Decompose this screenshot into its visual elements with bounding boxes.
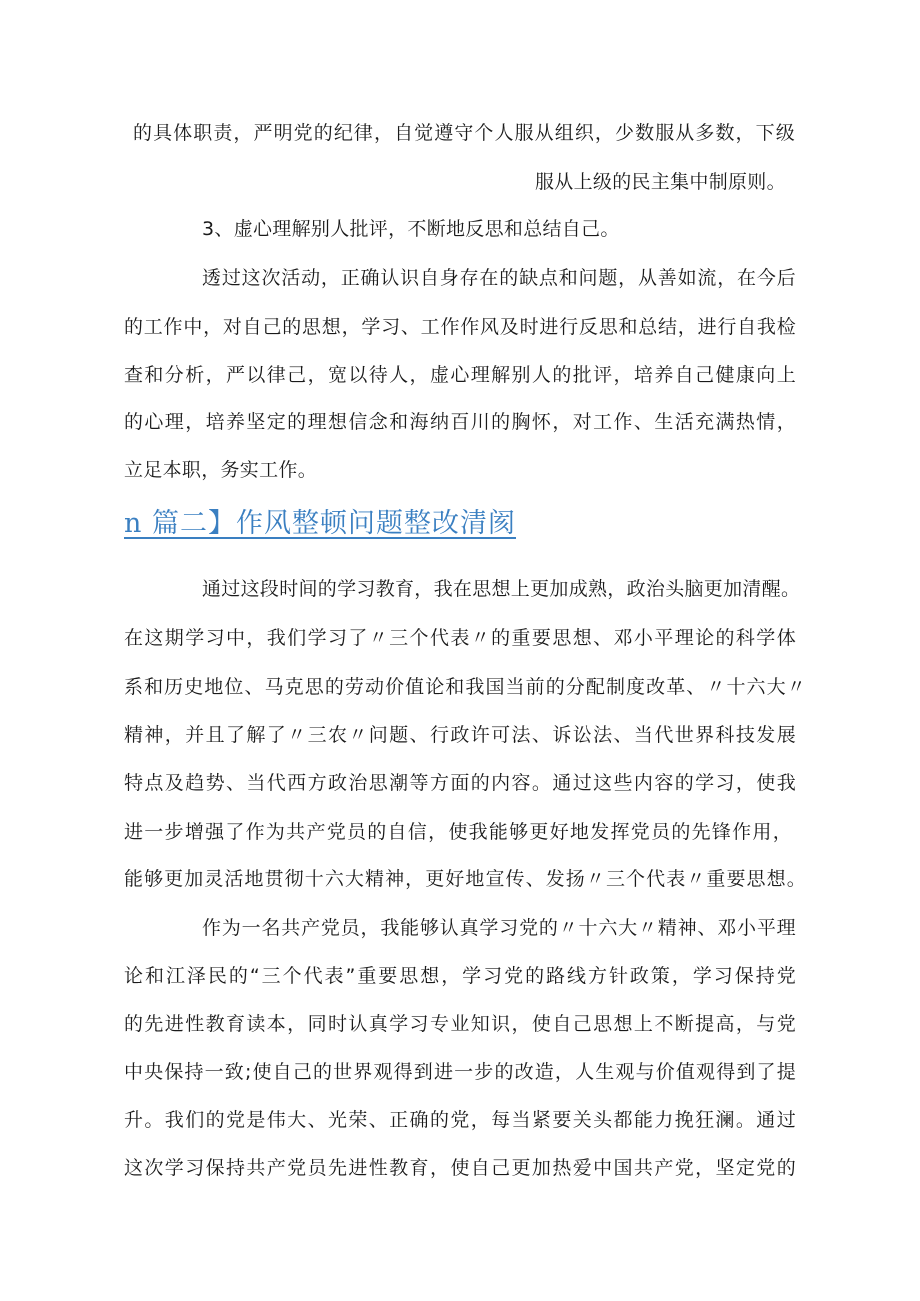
paragraph-line: 的先进性教育读本，同时认真学习专业知识，使自己思想上不断提高，与党 [124,1013,796,1035]
paragraph-line: 通过这段时间的学习教育，我在思想上更加成熟，政治头脑更加清醒。 [202,578,801,600]
paragraph-line: 透过这次活动，正确认识自身存在的缺点和问题，从善如流，在今后 [202,267,796,289]
paragraph-line: 这次学习保持共产党员先进性教育，使自己更加热爱中国共产党，坚定党的 [124,1157,796,1179]
paragraph-line: 服从上级的民主集中制原则。 [535,171,786,193]
paragraph-line: 作为一名共产党员，我能够认真学习党的〃十六大〃精神、邓小平理 [202,917,796,939]
paragraph-line: 精神，并且了解了〃三农〃问题、行政许可法、诉讼法、当代世界科技发展 [124,724,796,746]
section-heading[interactable] [124,505,516,543]
paragraph-line: 特点及趋势、当代西方政治思潮等方面的内容。通过这些内容的学习，使我 [124,772,796,794]
paragraph-line: 查和分析，严以律己，宽以待人，虚心理解别人的批评，培养自己健康向上 [124,364,796,386]
paragraph-line: 中央保持一致;使自己的世界观得到进一步的改造，人生观与价值观得到了提 [124,1061,796,1083]
paragraph-line: 立足本职，务实工作。 [124,459,318,481]
list-item-3: 3、虚心理解别人批评，不断地反思和总结自己。 [202,218,620,240]
paragraph-line: 升。我们的党是伟大、光荣、正确的党，每当紧要关头都能力挽狂澜。通过 [124,1109,796,1131]
paragraph-line: 进一步增强了作为共产党员的自信，使我能够更好地发挥党员的先锋作用， [124,821,792,843]
paragraph-line: 的具体职责，严明党的纪律，自觉遵守个人服从组织，少数服从多数，下级 [133,122,795,144]
paragraph-line: 系和历史地位、马克思的劳动价值论和我国当前的分配制度改革、〃十六大〃 [124,676,806,698]
paragraph-line: 论和江泽民的“三个代表”重要思想，学习党的路线方针政策，学习保持党 [124,965,796,987]
paragraph-line: 能够更加灵活地贯彻十六大精神，更好地宣传、发扬〃三个代表〃重要思想。 [124,868,806,890]
section-heading-text: n 篇二】作风整顿问题整改清阂 [124,508,516,539]
paragraph-line: 的心理，培养坚定的理想信念和海纳百川的胸怀，对工作、生活充满热情， [124,411,796,433]
paragraph-line: 在这期学习中，我们学习了〃三个代表〃的重要思想、邓小平理论的科学体 [124,627,796,649]
paragraph-line: 的工作中，对自己的思想，学习、工作作风及时进行反思和总结，进行自我检 [124,316,796,338]
